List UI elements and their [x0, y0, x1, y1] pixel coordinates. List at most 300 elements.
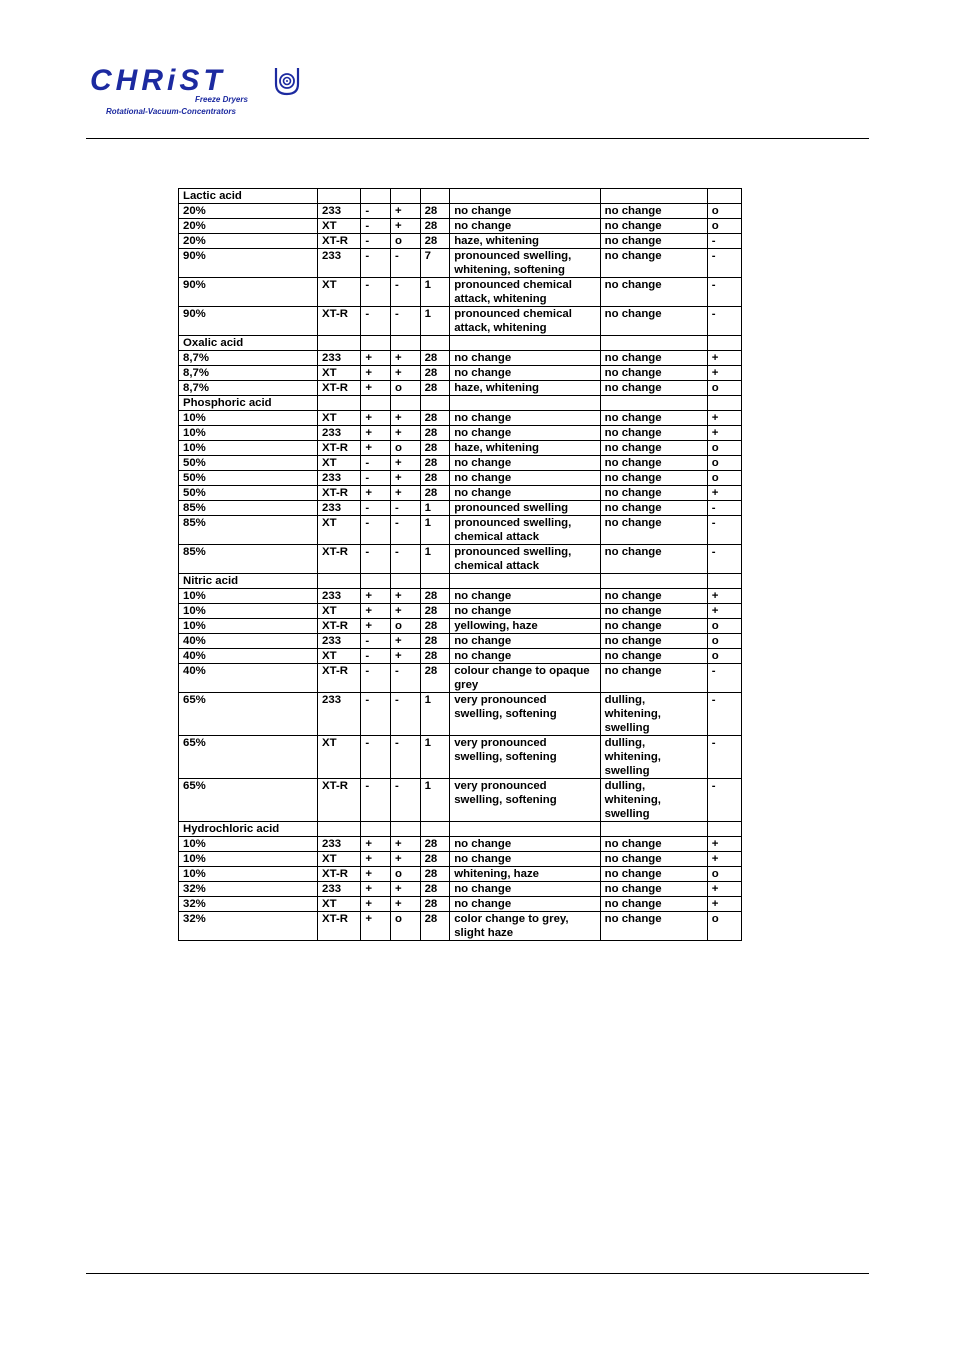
material-cell: XT-R [318, 619, 361, 634]
group-name: Phosphoric acid [179, 396, 318, 411]
concentration-cell: 85% [179, 501, 318, 516]
empty-cell [707, 336, 741, 351]
logo-wordmark: CHRiST [90, 64, 226, 97]
effect-2-cell: no change [600, 837, 707, 852]
effect-cell: very pronounced swelling, softening [450, 779, 600, 822]
table-row [179, 664, 742, 693]
concentration-cell: 10% [179, 837, 318, 852]
empty-cell [390, 189, 420, 204]
effect-2-cell: no change [600, 486, 707, 501]
material-cell: 233 [318, 837, 361, 852]
table-row [179, 634, 742, 649]
rating-3-cell: o [707, 619, 741, 634]
rating-3-cell: o [707, 867, 741, 882]
logo-subtitle-2: Rotational-Vacuum-Concentrators [106, 107, 236, 116]
table-row [179, 426, 742, 441]
material-cell: XT-R [318, 545, 361, 574]
rating-3-cell: + [707, 882, 741, 897]
effect-2-cell: no change [600, 897, 707, 912]
rating-2-cell: - [390, 664, 420, 693]
group-name: Oxalic acid [179, 336, 318, 351]
concentration-cell: 85% [179, 545, 318, 574]
table-row [179, 604, 742, 619]
material-cell: XT [318, 852, 361, 867]
rating-3-cell: o [707, 471, 741, 486]
days-cell: 28 [420, 351, 450, 366]
material-cell: XT-R [318, 912, 361, 941]
concentration-cell: 32% [179, 912, 318, 941]
material-cell: XT-R [318, 779, 361, 822]
rating-3-cell: o [707, 634, 741, 649]
rating-3-cell: - [707, 779, 741, 822]
group-header-row [179, 189, 742, 204]
empty-cell [318, 396, 361, 411]
empty-cell [318, 336, 361, 351]
christ-logo [86, 64, 326, 120]
effect-cell: no change [450, 456, 600, 471]
rating-1-cell: - [361, 664, 391, 693]
rating-3-cell: o [707, 456, 741, 471]
effect-cell: pronounced swelling, chemical attack [450, 545, 600, 574]
effect-2-cell: no change [600, 589, 707, 604]
rating-1-cell: + [361, 426, 391, 441]
concentration-cell: 10% [179, 604, 318, 619]
effect-2-cell: no change [600, 545, 707, 574]
rating-2-cell: - [390, 307, 420, 336]
effect-2-cell: no change [600, 441, 707, 456]
days-cell: 1 [420, 516, 450, 545]
rating-2-cell: + [390, 837, 420, 852]
group-header-row [179, 396, 742, 411]
empty-cell [420, 822, 450, 837]
concentration-cell: 8,7% [179, 351, 318, 366]
concentration-cell: 90% [179, 278, 318, 307]
days-cell: 28 [420, 204, 450, 219]
table-row [179, 249, 742, 278]
rating-3-cell: + [707, 351, 741, 366]
days-cell: 28 [420, 604, 450, 619]
rating-3-cell: + [707, 589, 741, 604]
effect-cell: very pronounced swelling, softening [450, 693, 600, 736]
effect-2-cell: no change [600, 619, 707, 634]
rating-1-cell: - [361, 516, 391, 545]
material-cell: XT [318, 736, 361, 779]
effect-2-cell: no change [600, 634, 707, 649]
empty-cell [600, 396, 707, 411]
days-cell: 28 [420, 234, 450, 249]
effect-2-cell: no change [600, 664, 707, 693]
rating-1-cell: + [361, 912, 391, 941]
empty-cell [390, 336, 420, 351]
group-header-row [179, 574, 742, 589]
effect-2-cell: no change [600, 278, 707, 307]
rating-3-cell: o [707, 912, 741, 941]
empty-cell [420, 336, 450, 351]
empty-cell [420, 189, 450, 204]
effect-cell: no change [450, 219, 600, 234]
concentration-cell: 32% [179, 897, 318, 912]
effect-cell: haze, whitening [450, 381, 600, 396]
rating-3-cell: - [707, 307, 741, 336]
material-cell: XT-R [318, 664, 361, 693]
rating-2-cell: - [390, 545, 420, 574]
days-cell: 28 [420, 426, 450, 441]
empty-cell [450, 396, 600, 411]
effect-cell: no change [450, 486, 600, 501]
rating-1-cell: - [361, 234, 391, 249]
concentration-cell: 40% [179, 634, 318, 649]
effect-cell: no change [450, 649, 600, 664]
effect-2-cell: no change [600, 471, 707, 486]
concentration-cell: 40% [179, 649, 318, 664]
rating-2-cell: + [390, 604, 420, 619]
days-cell: 7 [420, 249, 450, 278]
rating-2-cell: o [390, 619, 420, 634]
material-cell: XT-R [318, 441, 361, 456]
material-cell: XT-R [318, 381, 361, 396]
effect-2-cell: no change [600, 219, 707, 234]
rating-1-cell: + [361, 867, 391, 882]
effect-cell: no change [450, 411, 600, 426]
rating-1-cell: + [361, 852, 391, 867]
effect-cell: very pronounced swelling, softening [450, 736, 600, 779]
effect-cell: no change [450, 897, 600, 912]
days-cell: 28 [420, 589, 450, 604]
table-row [179, 897, 742, 912]
rating-3-cell: o [707, 204, 741, 219]
concentration-cell: 85% [179, 516, 318, 545]
rating-3-cell: + [707, 486, 741, 501]
concentration-cell: 40% [179, 664, 318, 693]
rating-3-cell: - [707, 664, 741, 693]
material-cell: 233 [318, 501, 361, 516]
table-row [179, 501, 742, 516]
effect-cell: pronounced swelling, whitening, softening [450, 249, 600, 278]
effect-cell: pronounced swelling, chemical attack [450, 516, 600, 545]
table-row [179, 837, 742, 852]
effect-2-cell: no change [600, 381, 707, 396]
rating-2-cell: + [390, 649, 420, 664]
effect-cell: no change [450, 882, 600, 897]
effect-2-cell: no change [600, 501, 707, 516]
material-cell: XT [318, 456, 361, 471]
days-cell: 1 [420, 278, 450, 307]
empty-cell [390, 396, 420, 411]
concentration-cell: 10% [179, 852, 318, 867]
effect-cell: no change [450, 351, 600, 366]
days-cell: 28 [420, 897, 450, 912]
table-row [179, 411, 742, 426]
rating-2-cell: + [390, 882, 420, 897]
effect-2-cell: no change [600, 649, 707, 664]
rating-3-cell: + [707, 837, 741, 852]
material-cell: XT-R [318, 867, 361, 882]
group-header-row [179, 336, 742, 351]
rating-1-cell: - [361, 219, 391, 234]
material-cell: XT [318, 604, 361, 619]
group-header-row [179, 822, 742, 837]
empty-cell [318, 574, 361, 589]
rating-3-cell: + [707, 426, 741, 441]
rating-3-cell: - [707, 545, 741, 574]
table-row [179, 912, 742, 941]
empty-cell [450, 822, 600, 837]
table-row [179, 219, 742, 234]
rating-1-cell: - [361, 204, 391, 219]
table-row [179, 882, 742, 897]
table-row [179, 736, 742, 779]
effect-cell: pronounced chemical attack, whitening [450, 307, 600, 336]
rating-3-cell: - [707, 736, 741, 779]
material-cell: 233 [318, 351, 361, 366]
rating-1-cell: - [361, 693, 391, 736]
rating-3-cell: + [707, 897, 741, 912]
empty-cell [420, 396, 450, 411]
empty-cell [318, 189, 361, 204]
rating-1-cell: - [361, 307, 391, 336]
effect-cell: haze, whitening [450, 234, 600, 249]
rating-1-cell: + [361, 411, 391, 426]
effect-cell: no change [450, 426, 600, 441]
days-cell: 28 [420, 381, 450, 396]
days-cell: 1 [420, 736, 450, 779]
empty-cell [707, 822, 741, 837]
table-row [179, 649, 742, 664]
empty-cell [390, 574, 420, 589]
effect-2-cell: no change [600, 456, 707, 471]
concentration-cell: 32% [179, 882, 318, 897]
days-cell: 28 [420, 219, 450, 234]
rating-2-cell: - [390, 278, 420, 307]
rating-1-cell: - [361, 649, 391, 664]
table-row [179, 366, 742, 381]
effect-2-cell: no change [600, 867, 707, 882]
table-row [179, 852, 742, 867]
concentration-cell: 65% [179, 779, 318, 822]
empty-cell [450, 574, 600, 589]
rating-1-cell: + [361, 351, 391, 366]
days-cell: 1 [420, 779, 450, 822]
material-cell: 233 [318, 589, 361, 604]
rating-2-cell: + [390, 634, 420, 649]
rating-2-cell: o [390, 234, 420, 249]
material-cell: XT-R [318, 307, 361, 336]
effect-2-cell: no change [600, 234, 707, 249]
concentration-cell: 50% [179, 471, 318, 486]
table-row [179, 589, 742, 604]
days-cell: 28 [420, 649, 450, 664]
rating-1-cell: - [361, 456, 391, 471]
concentration-cell: 10% [179, 619, 318, 634]
rating-2-cell: + [390, 471, 420, 486]
empty-cell [600, 189, 707, 204]
concentration-cell: 10% [179, 411, 318, 426]
empty-cell [450, 336, 600, 351]
rating-3-cell: - [707, 249, 741, 278]
rating-3-cell: - [707, 278, 741, 307]
chemical-resistance-table [178, 188, 742, 941]
rating-3-cell: - [707, 693, 741, 736]
effect-cell: no change [450, 634, 600, 649]
effect-2-cell: dulling, whitening, swelling [600, 736, 707, 779]
table-row [179, 456, 742, 471]
concentration-cell: 10% [179, 589, 318, 604]
rating-2-cell: + [390, 486, 420, 501]
table-row [179, 204, 742, 219]
rating-2-cell: + [390, 897, 420, 912]
rating-1-cell: + [361, 366, 391, 381]
rating-3-cell: o [707, 649, 741, 664]
effect-2-cell: no change [600, 366, 707, 381]
material-cell: XT [318, 366, 361, 381]
concentration-cell: 10% [179, 867, 318, 882]
effect-cell: whitening, haze [450, 867, 600, 882]
days-cell: 1 [420, 545, 450, 574]
rating-1-cell: + [361, 441, 391, 456]
rating-2-cell: o [390, 381, 420, 396]
empty-cell [361, 396, 391, 411]
rating-1-cell: - [361, 634, 391, 649]
table-row [179, 381, 742, 396]
days-cell: 1 [420, 307, 450, 336]
rating-2-cell: - [390, 249, 420, 278]
effect-2-cell: dulling, whitening, swelling [600, 779, 707, 822]
swirl-logo-icon [274, 66, 300, 96]
group-name: Nitric acid [179, 574, 318, 589]
table-row [179, 441, 742, 456]
rating-2-cell: - [390, 736, 420, 779]
rating-1-cell: + [361, 486, 391, 501]
effect-cell: yellowing, haze [450, 619, 600, 634]
table-row [179, 234, 742, 249]
effect-cell: no change [450, 471, 600, 486]
days-cell: 28 [420, 366, 450, 381]
concentration-cell: 8,7% [179, 381, 318, 396]
effect-2-cell: no change [600, 204, 707, 219]
material-cell: XT [318, 897, 361, 912]
group-name: Hydrochloric acid [179, 822, 318, 837]
days-cell: 28 [420, 486, 450, 501]
header-rule [86, 138, 869, 139]
rating-1-cell: + [361, 897, 391, 912]
effect-2-cell: no change [600, 411, 707, 426]
concentration-cell: 65% [179, 736, 318, 779]
effect-cell: no change [450, 589, 600, 604]
empty-cell [420, 574, 450, 589]
effect-2-cell: no change [600, 852, 707, 867]
rating-1-cell: - [361, 471, 391, 486]
effect-cell: no change [450, 366, 600, 381]
rating-2-cell: + [390, 589, 420, 604]
material-cell: XT [318, 411, 361, 426]
empty-cell [361, 189, 391, 204]
effect-cell: haze, whitening [450, 441, 600, 456]
material-cell: 233 [318, 471, 361, 486]
material-cell: 233 [318, 693, 361, 736]
rating-3-cell: + [707, 604, 741, 619]
rating-2-cell: + [390, 411, 420, 426]
table-row [179, 471, 742, 486]
table-row [179, 486, 742, 501]
concentration-cell: 90% [179, 307, 318, 336]
rating-1-cell: + [361, 619, 391, 634]
material-cell: XT [318, 219, 361, 234]
rating-3-cell: - [707, 501, 741, 516]
days-cell: 28 [420, 619, 450, 634]
table-row [179, 619, 742, 634]
rating-2-cell: - [390, 501, 420, 516]
concentration-cell: 20% [179, 234, 318, 249]
table-row [179, 693, 742, 736]
rating-1-cell: + [361, 837, 391, 852]
rating-2-cell: + [390, 426, 420, 441]
footer-rule [86, 1273, 869, 1274]
material-cell: XT-R [318, 486, 361, 501]
material-cell: XT-R [318, 234, 361, 249]
days-cell: 28 [420, 852, 450, 867]
effect-2-cell: no change [600, 426, 707, 441]
rating-2-cell: + [390, 366, 420, 381]
rating-3-cell: - [707, 234, 741, 249]
days-cell: 28 [420, 664, 450, 693]
concentration-cell: 90% [179, 249, 318, 278]
empty-cell [707, 574, 741, 589]
group-name: Lactic acid [179, 189, 318, 204]
material-cell: 233 [318, 249, 361, 278]
concentration-cell: 50% [179, 486, 318, 501]
empty-cell [361, 822, 391, 837]
days-cell: 28 [420, 411, 450, 426]
rating-1-cell: - [361, 779, 391, 822]
empty-cell [600, 336, 707, 351]
rating-3-cell: + [707, 366, 741, 381]
concentration-cell: 10% [179, 426, 318, 441]
effect-2-cell: dulling, whitening, swelling [600, 693, 707, 736]
days-cell: 28 [420, 456, 450, 471]
effect-cell: pronounced chemical attack, whitening [450, 278, 600, 307]
concentration-cell: 20% [179, 219, 318, 234]
days-cell: 28 [420, 441, 450, 456]
days-cell: 1 [420, 693, 450, 736]
rating-2-cell: + [390, 351, 420, 366]
effect-cell: no change [450, 204, 600, 219]
rating-2-cell: - [390, 693, 420, 736]
effect-2-cell: no change [600, 912, 707, 941]
effect-cell: color change to grey, slight haze [450, 912, 600, 941]
effect-cell: no change [450, 604, 600, 619]
rating-3-cell: o [707, 381, 741, 396]
concentration-cell: 20% [179, 204, 318, 219]
days-cell: 28 [420, 867, 450, 882]
table-row [179, 867, 742, 882]
material-cell: 233 [318, 426, 361, 441]
material-cell: XT [318, 278, 361, 307]
rating-1-cell: - [361, 736, 391, 779]
table-row [179, 779, 742, 822]
rating-2-cell: o [390, 441, 420, 456]
rating-1-cell: - [361, 278, 391, 307]
effect-cell: no change [450, 837, 600, 852]
effect-cell: pronounced swelling [450, 501, 600, 516]
material-cell: 233 [318, 204, 361, 219]
rating-2-cell: - [390, 516, 420, 545]
rating-1-cell: + [361, 589, 391, 604]
logo-subtitle-1: Freeze Dryers [195, 95, 248, 104]
empty-cell [318, 822, 361, 837]
table-row [179, 278, 742, 307]
concentration-cell: 50% [179, 456, 318, 471]
effect-cell: colour change to opaque grey [450, 664, 600, 693]
